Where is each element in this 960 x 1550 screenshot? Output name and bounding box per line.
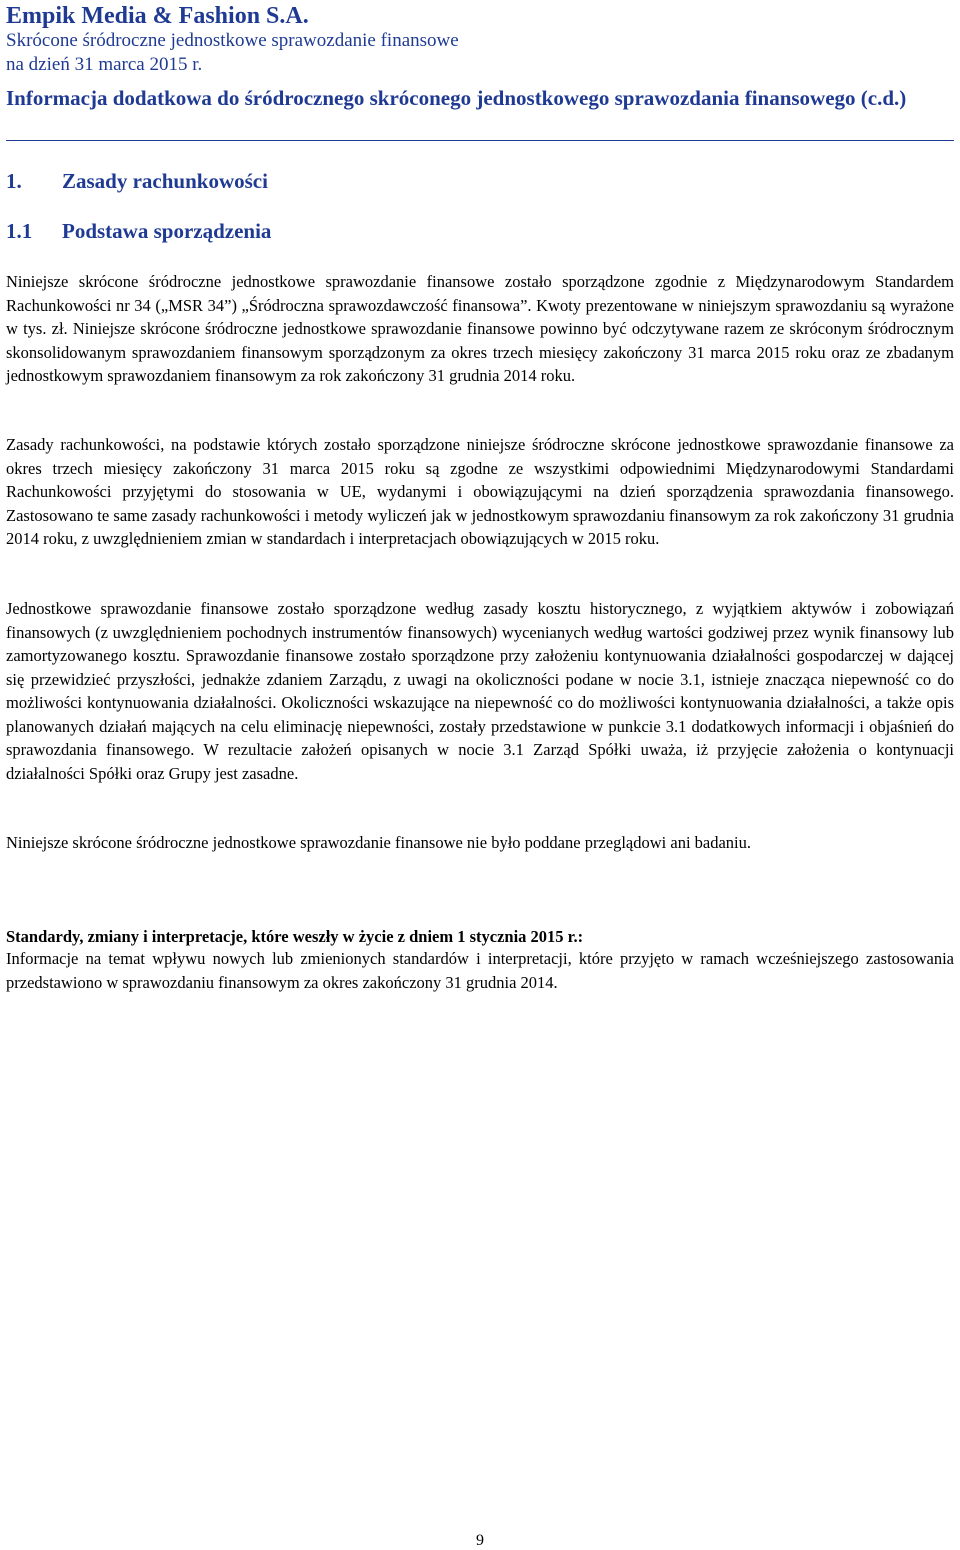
paragraph-accounting-policies: Zasady rachunkowości, na podstawie których zostało sporządzone niniejsze śródroczne skrócone jednostkowe sprawozdanie finansowe za okres trzech miesięcy zakończony 31 marca 2015 roku są zgodne ze wszystkimi odpowiednimi Międzynarodowymi Standardami Rachunkowości przyjętymi do stosowania w UE, wydanymi i obowiązującymi na dzień sporządzenia sprawozdania finansowego. Zastosowano te same zasady rachunkowości i metody wyliczeń jak w jednostkowym sprawozdaniu finansowym za rok zakończony 31 grudnia 2014 roku, z uwzględnieniem zmian w standardach i interpretacjach obowiązujących w 2015 roku. — [6, 435, 954, 548]
paragraph-historical-cost: Jednostkowe sprawozdanie finansowe zostało sporządzone według zasady kosztu historycznego, z wyjątkiem aktywów i zobowiązań finansowych (z uwzględnieniem pochodnych instrumentów finansowych) wycenianych według wartości godziwej przez wynik finansowy lub zamortyzowanego kosztu. Sprawozdanie finansowe zostało sporządzone przy założeniu kontynuowania działalności gospodarczej w dającej się przewidzieć przyszłości, jednakże zdaniem Zarządu, z uwagi na okoliczności podane w nocie 3.1, istnieje znacząca niepewność co do możliwości kontynuowania działalności. Okoliczności wskazujące na niepewność co do możliwości kontynuowania działalności, a także opis planowanych działań mających na celu eliminację niepewności, zostały przedstawione w punkcie 3.1 dodatkowych informacji i objaśnień do sprawozdania finansowego. W rezultacie założeń opisanych w nocie 3.1 Zarząd Spółki uważa, iż przyjęcie założenia o kontynuacji działalności Spółki oraz Grupy jest zasadne. — [6, 599, 954, 783]
page-number: 9 — [476, 1532, 484, 1549]
section-number: 1. — [6, 169, 22, 193]
section-title: Zasady rachunkowości — [62, 169, 268, 193]
paragraph-review: Niniejsze skrócone śródroczne jednostkowe sprawozdanie finansowe nie było poddane przeglądowi ani badaniu. — [6, 833, 752, 852]
note-title: Informacja dodatkowa do śródrocznego skróconego jednostkowego sprawozdania finansowego (c.d.) — [6, 86, 907, 110]
section-number: 1.1 — [6, 219, 33, 243]
report-title: Skrócone śródroczne jednostkowe sprawozdanie finansowe — [6, 30, 459, 51]
header-divider — [6, 140, 954, 141]
paragraph-basis: Niniejsze skrócone śródroczne jednostkowe sprawozdanie finansowe zostało sporządzone zgodnie z Międzynarodowym Standardem Rachunkowości nr 34 („MSR 34”) „Śródroczna sprawozdawczość finansowa”. Kwoty prezentowane w niniejszym sprawozdaniu są wyrażone w tys. zł. Niniejsze skrócone śródroczne jednostkowe sprawozdanie finansowe powinno być odczytywane razem ze skróconym śródrocznym skonsolidowanym sprawozdaniem finansowym sporządzonym za okres trzech miesięcy zakończony 31 marca 2015 roku oraz ze zbadanym jednostkowym sprawozdaniem finansowym za rok zakończony 31 grudnia 2014 roku. — [6, 272, 954, 385]
section-heading-1 — [6, 168, 268, 194]
paragraph-standards: Informacje na temat wpływu nowych lub zmienionych standardów i interpretacji, które przyjęto w ramach wcześniejszego zastosowania przedstawiono w sprawozdaniu finansowym za okres zakończony 31 grudnia 2014. — [6, 949, 954, 992]
standards-heading: Standardy, zmiany i interpretacje, które weszły w życie z dniem 1 stycznia 2015 r.: — [6, 927, 584, 946]
section-heading-1-1 — [6, 218, 271, 244]
section-title: Podstawa sporządzenia — [62, 219, 272, 243]
report-date: na dzień 31 marca 2015 r. — [6, 54, 203, 75]
company-name: Empik Media & Fashion S.A. — [6, 3, 309, 29]
